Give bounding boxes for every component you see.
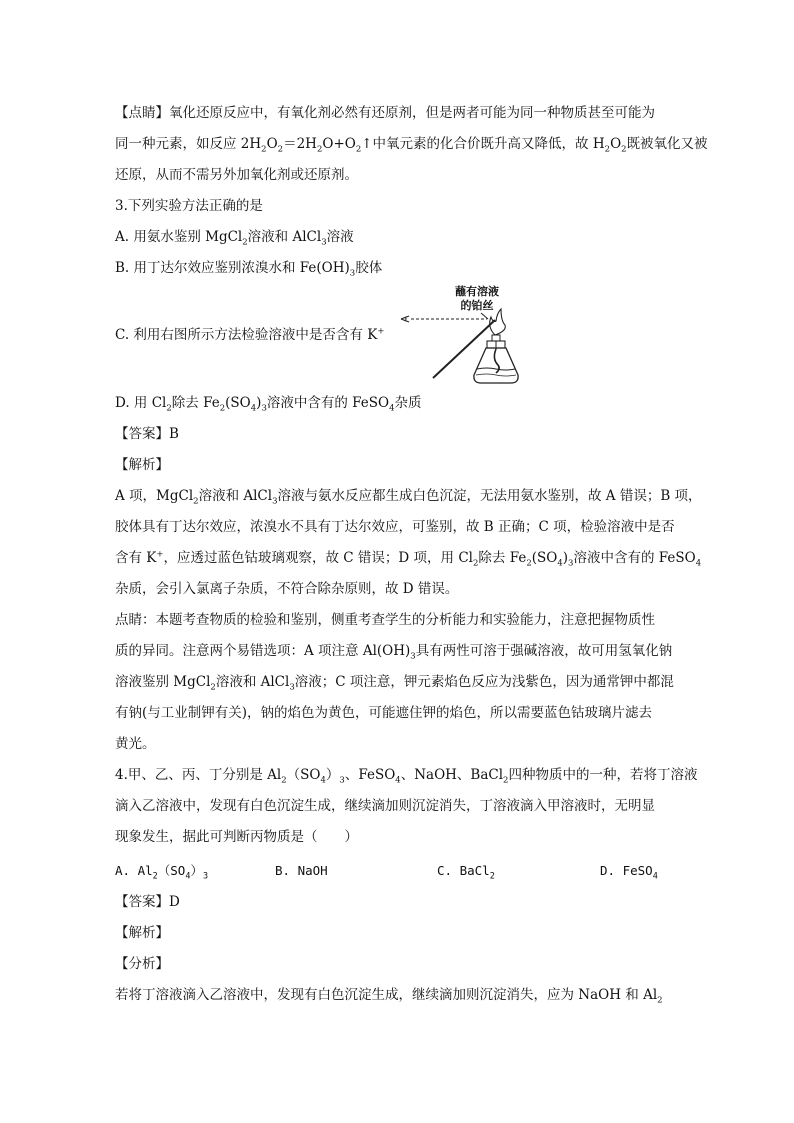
q3-note-line-1: 点睛：本题考查物质的检验和鉴别，侧重考查学生的分析能力和实验能力，注意把握物质性 bbox=[115, 612, 655, 628]
note-line-1: 【点睛】氧化还原反应中，有氧化剂必然有还原剂，但是两者可能为同一种物质甚至可能为 bbox=[115, 105, 655, 121]
question-4-option-a: A. $Al_2(SO_4)_3$ bbox=[115, 863, 209, 882]
question-4-fenxi-heading: 【分析】 bbox=[115, 956, 169, 972]
question-3-option-d: D. 用 $Cl_2$除去 $Fe_2(SO_4)_3$溶液中含有的 FeSO$_4$杂质 bbox=[115, 395, 422, 414]
question-3-option-c: C. 利用右图所示方法检验溶液中是否含有 K+ bbox=[115, 326, 385, 343]
q3-explain-line-1: A 项，MgCl$_2$溶液和 AlCl$_3$溶液与氨水反应都生成白色沉淀，无法用氨水鉴别，故 A 错误；B 项， bbox=[115, 488, 702, 507]
q3-note-line-4: 有钠(与工业制钾有关)，钠的焰色为黄色，可能遮住钾的焰色，所以需要蓝色钴玻璃片滤去 bbox=[115, 705, 653, 721]
question-4-option-b: B. NaOH bbox=[275, 863, 328, 878]
question-3-answer: 【答案】B bbox=[115, 426, 179, 442]
question-4-stem-line-1: 4.甲、乙、丙、丁分别是 $Al_2(SO_4)_3$、FeSO$_4$、NaOH、BaCl$_2$四种物质中的一种，若将丁溶液 bbox=[115, 767, 698, 786]
question-4-analysis-heading: 【解析】 bbox=[115, 925, 169, 941]
alcohol-lamp-drawing bbox=[395, 283, 555, 388]
q3-note-line-3: 溶液鉴别 MgCl$_2$溶液和 AlCl$_3$溶液；C 项注意，钾元素焰色反应为浅紫色，因为通常钾中都混 bbox=[115, 674, 674, 693]
question-3-option-b: B. 用丁达尔效应鉴别浓溴水和 $Fe(OH)_3$胶体 bbox=[115, 260, 383, 279]
question-3-option-a: A. 用氨水鉴别 MgCl$_2$溶液和 AlCl$_3$溶液 bbox=[115, 229, 354, 248]
question-3-analysis-heading: 【解析】 bbox=[115, 457, 169, 473]
question-3-stem: 3.下列实验方法正确的是 bbox=[115, 198, 263, 214]
question-4-option-d: D. FeSO$_4$ bbox=[600, 863, 658, 882]
q3-note-line-5: 黄光。 bbox=[115, 736, 156, 752]
q3-explain-line-2: 胶体具有丁达尔效应，浓溴水不具有丁达尔效应，可鉴别，故 B 正确；C 项，检验溶液中是否 bbox=[115, 519, 675, 535]
question-4-fenxi-line-1: 若将丁溶液滴入乙溶液中，发现有白色沉淀生成，继续滴加则沉淀消失，应为 NaOH 和 $Al_2$ bbox=[115, 987, 663, 1006]
question-4-stem-line-2: 滴入乙溶液中，发现有白色沉淀生成，继续滴加则沉淀消失，丁溶液滴入甲溶液时，无明显 bbox=[115, 798, 655, 814]
q3-note-line-2: 质的异同。注意两个易错选项：A 项注意 $Al(OH)_3$具有两性可溶于强碱溶液，故可用氢氧化钠 bbox=[115, 643, 673, 662]
figure-label-line-2: 的铂丝 bbox=[460, 299, 494, 312]
question-4-option-c: C. BaCl$_2$ bbox=[437, 863, 495, 882]
question-4-answer: 【答案】D bbox=[115, 894, 180, 910]
flame-test-figure bbox=[395, 283, 555, 388]
q3-explain-line-4: 杂质，会引入氯离子杂质，不符合除杂原则，故 D 错误。 bbox=[115, 581, 459, 597]
figure-label-line-1: 蘸有溶液 bbox=[455, 285, 499, 298]
question-4-stem-line-3: 现象发生，据此可判断丙物质是（ ） bbox=[115, 829, 358, 845]
q3-explain-line-3: 含有 K+，应透过蓝色钴玻璃观察，故 C 错误；D 项，用 $Cl_2$除去 $Fe_2(SO_4)_3$溶液中含有的 FeSO$_4$ bbox=[115, 549, 702, 569]
note-line-3: 还原，从而不需另外加氧化剂或还原剂。 bbox=[115, 167, 358, 183]
note-line-2: 同一种元素，如反应 $2H_2O_2=2H_2O+O_2↑$中氧元素的化合价既升高又降低，故 $H_2O_2$既被氧化又被 bbox=[115, 136, 708, 155]
